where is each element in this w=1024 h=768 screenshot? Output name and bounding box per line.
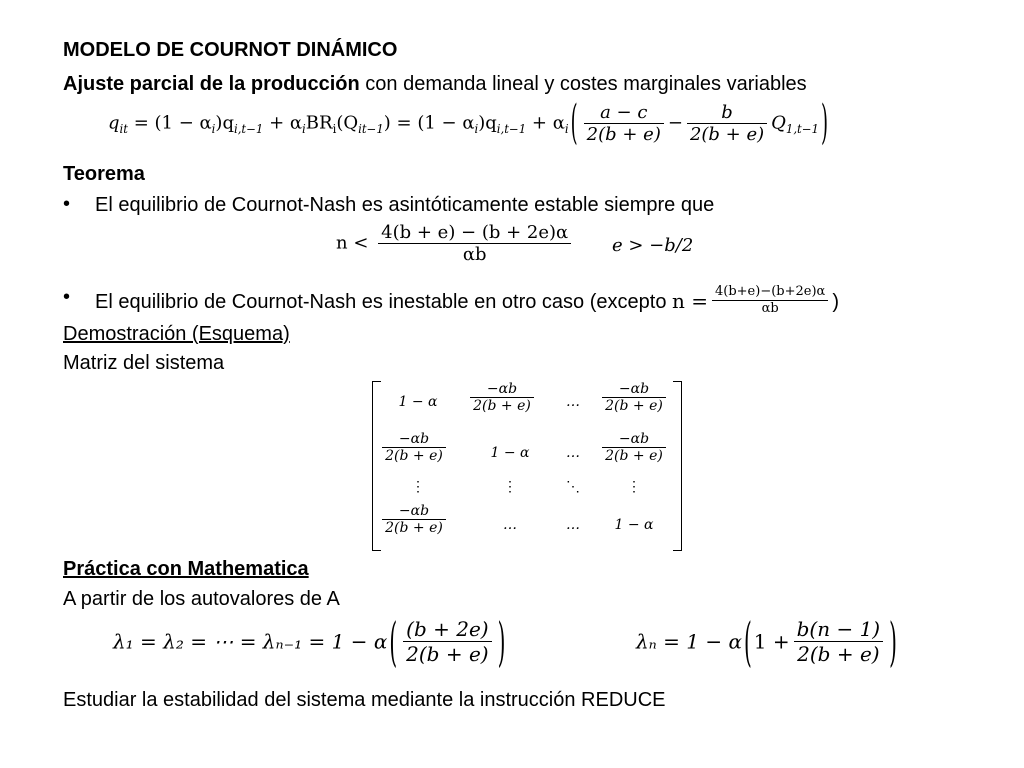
lambda1-text: λ₁ = λ₂ = ⋯ = λₙ₋₁ = 1 − α <box>113 629 388 654</box>
m24 <box>596 431 672 464</box>
eq1-sub-it1b: i,t−1 <box>496 122 527 137</box>
eq1-part1b: )q <box>215 112 234 134</box>
eq1-frac1 <box>584 102 664 145</box>
m33: ⋱ <box>566 479 580 495</box>
m41-den: 2(b + e) <box>385 520 443 536</box>
eq1-close-paren: ) <box>820 96 829 151</box>
bullet-1-dot: • <box>63 193 71 215</box>
eq1-frac2 <box>687 102 767 145</box>
lambda1-den: 2(b + e) <box>406 642 489 666</box>
stability-condition <box>336 222 575 265</box>
m32: ⋮ <box>503 479 517 495</box>
eq1-sub-it1: i,t−1 <box>233 122 264 137</box>
cond-den: αb <box>462 244 487 265</box>
bullet-1-text: El equilibrio de Cournot-Nash es asintóticamente estable siempre que <box>95 194 715 216</box>
lambda1-frac <box>403 617 491 666</box>
eigenvalue-1 <box>113 610 507 673</box>
eq1-eq2: ) = (1 − α <box>383 112 475 134</box>
m41-num: −αb <box>382 503 446 520</box>
m14 <box>596 381 672 414</box>
cond-rhs: e > −b/2 <box>612 235 694 256</box>
eq1-frac2-num: b <box>687 102 767 124</box>
m14-den: 2(b + e) <box>605 398 663 414</box>
bullet-2-math: n = <box>672 288 708 313</box>
eq1-eq2c: + α <box>526 112 565 134</box>
m22: 1 − α <box>490 445 530 461</box>
m21 <box>376 431 452 464</box>
lambdan-open-paren: ( <box>743 610 752 673</box>
page-title: MODELO DE COURNOT DINÁMICO <box>63 39 398 61</box>
eq1-br: BR <box>305 112 333 134</box>
eq1-minus: − <box>667 112 683 134</box>
lambdan-text: λₙ = 1 − α <box>636 629 742 654</box>
footer-instruction: Estudiar la estabilidad del sistema mediante la instrucción REDUCE <box>63 689 666 711</box>
eq1-sub-i2: i <box>302 122 306 137</box>
demo-heading: Demostración (Esquema) <box>63 323 290 345</box>
cond-num: 4(b + e) − (b + 2e)α <box>378 222 571 244</box>
eq1-frac1-den: 2(b + e) <box>586 124 661 145</box>
m21-num: −αb <box>382 431 446 448</box>
m24-den: 2(b + e) <box>605 448 663 464</box>
matriz-label: Matriz del sistema <box>63 352 225 374</box>
lambdan-frac <box>794 617 884 666</box>
m43: … <box>566 517 580 533</box>
eq1-lhs-sub: it <box>119 122 128 137</box>
teorema-heading: Teorema <box>63 163 145 185</box>
autovalores-label: A partir de los autovalores de A <box>63 588 340 610</box>
eq1-frac1-num: a − c <box>584 102 664 124</box>
bullet-2-num: 4(b+e)−(b+2e)α <box>712 284 828 301</box>
m41 <box>376 503 452 536</box>
m23: … <box>566 445 580 461</box>
bullet-2-close: ) <box>832 290 839 313</box>
m21-den: 2(b + e) <box>385 448 443 464</box>
m14-num: −αb <box>602 381 666 398</box>
eq1-q-arg-sub: it−1 <box>358 122 384 137</box>
eq1-eq2b: )q <box>478 112 497 134</box>
lambdan-close-paren: ) <box>889 610 897 673</box>
lambda1-open-paren: ( <box>389 610 398 673</box>
bullet-2-text <box>95 286 839 319</box>
bullet-2-frac <box>712 284 828 317</box>
bullet-2-dot: • <box>63 286 71 308</box>
m12-den: 2(b + e) <box>473 398 531 414</box>
subtitle <box>63 72 807 96</box>
cond-lhs: n < <box>336 232 369 254</box>
m42: … <box>503 517 517 533</box>
m12-num: −αb <box>470 381 534 398</box>
eq1-sub-i: i <box>211 122 216 137</box>
lambdan-num: b(n − 1) <box>794 617 884 642</box>
m31: ⋮ <box>411 479 425 495</box>
lambdan-den: 2(b + e) <box>797 642 880 666</box>
eq1-part1: = (1 − α <box>133 112 212 134</box>
eq1-sub-i3: i <box>474 122 479 137</box>
m34: ⋮ <box>627 479 641 495</box>
bullet-2-den: αb <box>761 301 779 316</box>
eq1-frac2-den: 2(b + e) <box>689 124 765 145</box>
matrix-right-bracket <box>673 381 682 551</box>
cournot-equation <box>108 96 830 151</box>
m44: 1 − α <box>614 517 654 533</box>
m11: 1 − α <box>398 394 438 410</box>
eq1-tail: Q <box>771 112 786 134</box>
m12 <box>464 381 540 414</box>
m13: … <box>566 394 580 410</box>
eq1-tail-sub: 1,t−1 <box>785 122 819 137</box>
subtitle-bold: Ajuste parcial de la producción <box>63 73 360 95</box>
subtitle-rest: con demanda lineal y costes marginales variables <box>359 73 807 95</box>
eq1-open-paren: ( <box>570 96 578 151</box>
eq1-part1c: + α <box>263 112 303 134</box>
eq1-br-sub: i <box>332 122 337 137</box>
eigenvalue-n <box>636 610 899 673</box>
lambdan-inner: 1 + <box>753 629 790 654</box>
practica-heading: Práctica con Mathematica <box>63 558 309 580</box>
lambda1-num: (b + 2e) <box>403 617 491 642</box>
system-matrix <box>372 381 682 549</box>
eq1-lhs: q <box>108 112 120 134</box>
m24-num: −αb <box>602 431 666 448</box>
lambda1-close-paren: ) <box>497 610 506 673</box>
eq1-sub-i4: i <box>564 122 569 137</box>
bullet-2-main: El equilibrio de Cournot-Nash es inestable en otro caso (excepto <box>95 290 672 313</box>
eq1-q-arg: (Q <box>336 112 359 134</box>
cond-frac <box>378 222 571 265</box>
